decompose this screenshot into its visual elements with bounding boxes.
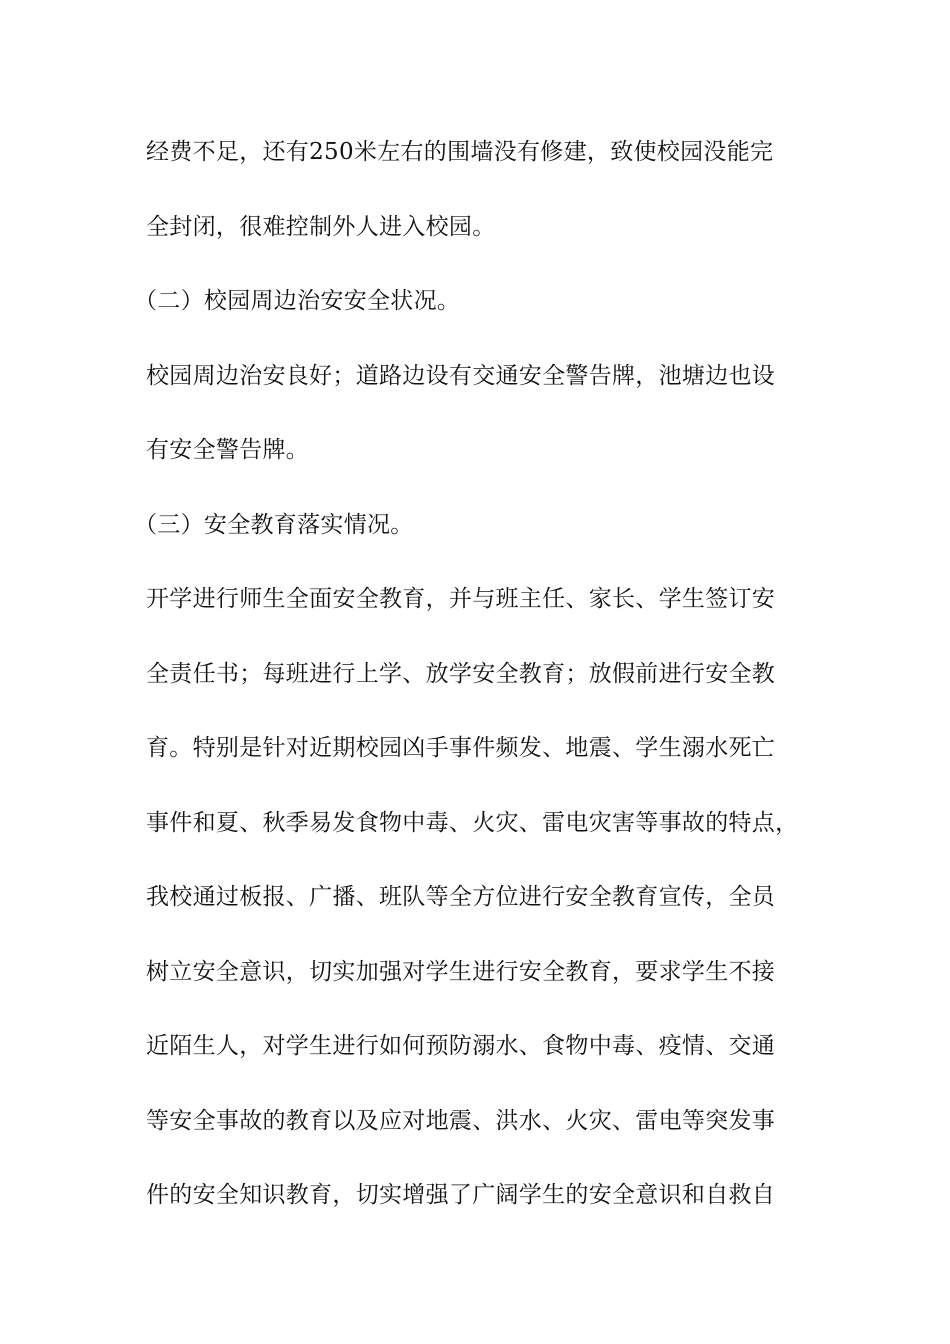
- body-text-line: 全责任书；每班进行上学、放学安全教育；放假前进行安全教: [146, 660, 776, 687]
- body-text-line: 开学进行师生全面安全教育，并与班主任、家长、学生签订安: [146, 586, 776, 612]
- body-text-line: 我校通过板报、广播、班队等全方位进行安全教育宣传，全员: [146, 884, 776, 910]
- body-text-line: 校园周边治安良好；道路边设有交通安全警告牌，池塘边也设: [146, 362, 776, 389]
- body-text-line: 有安全警告牌。: [146, 437, 310, 463]
- body-text-line: 育。特别是针对近期校园凶手事件频发、地震、学生溺水死亡: [146, 735, 776, 761]
- document-body: [134, 132, 818, 1250]
- body-text-line: 树立安全意识，切实加强对学生进行安全教育，要求学生不接: [146, 958, 776, 985]
- body-text-line: 事件和夏、秋季易发食物中毒、火灾、雷电灾害等事故的特点，: [146, 809, 799, 836]
- section-heading: （三）安全教育落实情况。: [134, 511, 414, 538]
- body-text-line: 等安全事故的教育以及应对地震、洪水、火灾、雷电等突发事: [146, 1107, 776, 1134]
- body-text-line: 件的安全知识教育，切实增强了广阔学生的安全意识和自救自: [146, 1182, 776, 1208]
- body-text-line: 经费不足，还有250米左右的围墙没有修建，致使校园没能完: [146, 139, 774, 165]
- body-text-line: 近陌生人，对学生进行如何预防溺水、食物中毒、疫情、交通: [146, 1033, 776, 1059]
- section-heading: （二）校园周边治安安全状况。: [134, 288, 461, 314]
- body-text-line: 全封闭，很难控制外人进入校园。: [146, 213, 496, 240]
